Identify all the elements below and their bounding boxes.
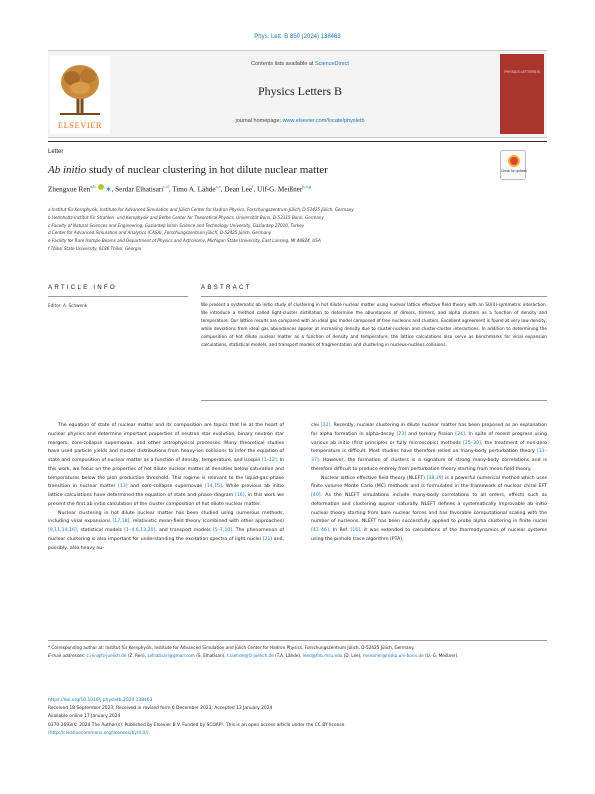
article-info-rule [48, 296, 188, 297]
body-column-right [311, 422, 547, 545]
corresponding-author-mark: ∗ [105, 185, 112, 194]
footnote-rule [48, 640, 547, 641]
check-updates-label: Check for updates [501, 169, 527, 173]
abstract-rule [201, 296, 547, 297]
citation-link[interactable]: [41–46] [311, 528, 329, 533]
citation-link[interactable]: [1–4,6,13,20] [124, 528, 156, 533]
citation-link[interactable]: [13] [118, 484, 128, 490]
article-title: Ab initio study of nuclear clustering in hot dilute nuclear matter [48, 164, 328, 176]
abstract-text: We present a systematic ab initio study of clustering in hot dilute nuclear matter using nuclear lattice effective field theory with an SU(4)-symmetric interaction. We introduce a method called light-cluster distillation to determine the abundances of dimers, trimers, and alpha clusters as a function of density and temperature. Our lattice results are compared with an ideal gas model composed of free nucleons and clusters. Excellent agreement is found at very low density, while deviations from ideal gas abundances appear at increasing density due to cluster-nucleon and cluster-cluster interactions. In addition to determining the composition of hot dilute nuclear matter as a function of density and temperature, the lattice calculations also serve as benchmarks for virial expansion calculations, statistical models, and transport models of fragmentation and clustering in nucleus-nucleus collisions. [201, 303, 547, 348]
journal-homepage-link[interactable]: www.elsevier.com/locate/physletb [282, 118, 365, 124]
author-name[interactable]: Ulf-G. Meißner [257, 185, 303, 194]
license-link[interactable]: (http://creativecommons.org/licenses/by/4.0/). [48, 730, 150, 736]
email-link[interactable]: t.laehde@fz-juelich.de [227, 653, 274, 659]
journal-homepage-line: journal homepage: www.elsevier.com/locate/physletb [235, 118, 365, 124]
author-name[interactable]: Zhengxue Ren [48, 185, 91, 194]
article-info-heading: ARTICLE INFO [48, 284, 117, 291]
affiliation: c Faculty of Natural Sciences and Engineering, Gaziantep Islam Science and Technology University, Gaziantep 27010, Turkey [48, 222, 305, 228]
elsevier-tree-icon [58, 60, 102, 116]
footnotes [48, 644, 548, 660]
affiliation: a Institut für Kernphysik, Institute for Advanced Simulation and Jülich Center for Hadron Physics, Forschungszentrum Jülich, D-52425 Jülich, Germany [48, 207, 354, 212]
citation-link[interactable]: [17,18] [112, 519, 130, 525]
doi-link[interactable]: https://doi.org/10.1016/j.physletb.2024.138463 [48, 698, 153, 703]
doi-block [48, 697, 548, 738]
author-name[interactable]: Dean Lee [224, 185, 253, 194]
header-divider [48, 141, 547, 142]
citation-link[interactable]: [5–7,10] [212, 528, 233, 533]
available-online: Available online 17 January 2024 [48, 714, 121, 720]
cover-title: PHYSICS LETTERS B [504, 70, 540, 74]
affiliations [48, 206, 548, 253]
citation-link[interactable]: [38,39] [426, 475, 444, 481]
author-name[interactable]: Timo A. Lähde [172, 185, 216, 194]
email-link[interactable]: meissner@hiskp.uni-bonn.de [362, 653, 424, 659]
citation-link[interactable]: [16] [235, 493, 245, 498]
citation-link[interactable]: [1–12] [261, 458, 277, 463]
body-paragraph: clei [22]. Recently, nuclear clustering in dilute nuclear matter has been proposed as an explanation for alpha formation in alpha-decay [23] and ternary fission [24]. In spite of recent progress using various ab initio (first principles or fully microscopic) methods [25–30], the treatment of non-zero temperature is difficult. Most studies have therefore relied on many-body perturbation theory [31–37]. However, the formation of clusters is a signature of strong many-body correlations and is therefore difficult to produce entirely from perturbation theory starting from mean field theory. [311, 423, 548, 472]
body-column-left [48, 422, 284, 553]
body-paragraph: Nuclear lattice effective field theory (NLEFT) [38,39] is a powerful numerical method which uses finite volume Monte Carlo (MC) methods and is formulated in the framework of nuclear chiral EFT [40]. As the NLEFT simulations include many-body correlations to all orders, effects such as deformation and clustering appear naturally. NLEFT defines a systematically improvable ab initio nuclear theory starting from bare nuclear forces and has favorable computational scaling with the number of nucleons. NLEFT has been successfully applied to probe alpha clustering in finite nuclei [41–46]. In Ref. [16], it was extended to calculations of the thermodynamics of nuclear systems using the pinhole trace algorithm (PTA). [311, 475, 547, 542]
journal-reference[interactable]: Phys. Lett. B 850 (2024) 138463 [254, 34, 341, 40]
elsevier-logo[interactable] [50, 56, 110, 134]
check-updates-icon [508, 155, 520, 167]
citation-link[interactable]: [31–37] [311, 449, 547, 463]
author-name[interactable]: Serdar Elhatisari [115, 185, 164, 194]
journal-cover-thumbnail[interactable] [500, 54, 544, 134]
email-link[interactable]: z.ren@fz-juelich.de [86, 653, 127, 659]
citation-link[interactable]: [16] [350, 528, 361, 533]
citation-link[interactable]: [22] [320, 423, 331, 428]
check-for-updates-button[interactable] [500, 150, 526, 180]
affiliation: f Tbilisi State University, 0186 Tbilisi, Georgia [48, 245, 142, 251]
affiliation: e Facility for Rare Isotope Beams and Department of Physics and Astronomy, Michigan State University, East Lansing, MI 48824, USA [48, 238, 321, 244]
affiliation: b Helmholtz-Institut für Strahlen- und Kernphysik and Bethe Center for Theoretical Physics, Universität Bonn, D-53115 Bonn, Germany [48, 214, 324, 220]
email-link[interactable]: leed@frib.msu.edu [302, 653, 343, 659]
abstract-bottom-rule [201, 400, 547, 401]
body-paragraph: The equation of state of nuclear matter and its composition are topics that lie at the heart of nuclear physics and determine important properties of neutron star evolution, binary neutron star mergers, core-collapse supernovae, and other astrophysical processes. Many theoretical studies have used particle yields and cluster distributions from heavy-ion collisions to infer the equation of state and composition of nuclear matter as a function of density, temperature, and isospin [1–12]. In this work, we focus on the properties of hot dilute nuclear matter at densities below saturation and temperatures below the pion production threshold. This regime is relevant to the liquid-gas phase transition in nuclear matter [13] and core-collapse supernovae [14,15]. While previous ab initio lattice calculations have determined the equation of state and phase diagram [16], in this work we present the first ab initio calculation of the cluster composition of hot dilute nuclear matter. [48, 423, 284, 507]
citation-link[interactable]: [24] [455, 431, 465, 437]
email-link[interactable]: selhatisari@gmail.com [147, 653, 195, 659]
copyright-line: 0370-2693/© 2024 The Author(s). Published by Elsevier B.V. Funded by SCOAP³. This is an open access article under the CC BY license (http://creativecommons.org/licenses/by/4.0/). [48, 722, 345, 736]
citation-link[interactable]: [9,11,19,16] [48, 528, 77, 533]
citation-link[interactable]: [14,15] [204, 484, 222, 490]
article-type: Letter [48, 149, 64, 155]
sciencedirect-link[interactable]: ScienceDirect [314, 61, 349, 67]
email-addresses: E-mail addresses: z.ren@fz-juelich.de (Z. Ren), selhatisari@gmail.com (S. Elhatisari), t.laehde@fz-juelich.de (T.A. Lähde), leed@frib.msu.edu (D. Lee), meissner@hiskp.uni-bonn.de (U.-G. Meißner). [48, 653, 459, 659]
citation-link[interactable]: [40] [311, 493, 321, 498]
body-paragraph: Nuclear clustering in hot dilute nuclear matter has been studied using numerous methods, including virial expansions [17,18], relativistic mean-field theory (combined with other approaches) [9,11,19,16], statistical models [1–4,6,13,20], and transport models [5–7,10]. The phenomenon of nuclear clustering is also important for understanding the excitation spectra of light nuclei [21] and, possibly, also heavy nu- [48, 510, 285, 551]
elsevier-wordmark: ELSEVIER [57, 120, 103, 130]
corresponding-author-note: * Corresponding author at: Institut für Kernphysik, Institute for Advanced Simulation and Jülich Center for Hadron Physics, Forschungszentrum Jülich, D-52425 Jülich, Germany. [48, 645, 415, 650]
affiliation: d Center for Advanced Simulation and Analytics (CASA), Forschungszentrum Jülich, D-52425 Jülich, Germany [48, 230, 272, 236]
received-dates: Received 18 September 2023; Received in revised form 6 December 2023; Accepted 13 January 2024 [48, 706, 273, 712]
citation-link[interactable]: [21] [262, 536, 273, 542]
author-list: Zhengxue Ren$^{a,b,}$ ,∗, Serdar Elhatisari$^{c,d}$, Timo A. Lähde$^{a,e}$, Dean Lee$^f$, Ulf-G. Meißner$^{b,a,g}$ [48, 184, 311, 194]
editor-line: Editor: A. Schwenk [48, 303, 88, 308]
journal-title: Physics Letters B [258, 84, 342, 98]
abstract-heading: ABSTRACT [201, 284, 252, 291]
contents-available-line: Contents lists available at ScienceDirect [251, 61, 349, 67]
citation-link[interactable]: [23] [396, 431, 407, 437]
citation-link[interactable]: [25–30] [463, 440, 481, 446]
